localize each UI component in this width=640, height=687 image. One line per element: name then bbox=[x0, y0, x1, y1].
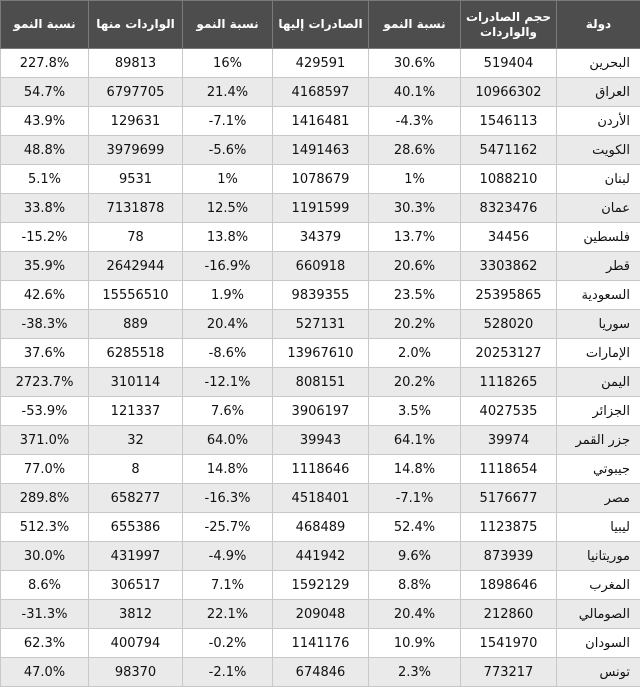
cell-country: الإمارات bbox=[557, 339, 640, 368]
cell-imports: 889 bbox=[89, 310, 183, 339]
cell-imports: 78 bbox=[89, 223, 183, 252]
cell-imports-growth: -31.3% bbox=[1, 600, 89, 629]
table-row bbox=[1, 223, 640, 252]
cell-imports-growth: 47.0% bbox=[1, 658, 89, 687]
cell-imports: 2642944 bbox=[89, 252, 183, 281]
cell-exports: 209048 bbox=[273, 600, 369, 629]
table-row bbox=[1, 339, 640, 368]
cell-total-growth: 10.9% bbox=[369, 629, 461, 658]
cell-country: المغرب bbox=[557, 571, 640, 600]
cell-total-volume: 1898646 bbox=[461, 571, 557, 600]
cell-exports-growth: 1.9% bbox=[183, 281, 273, 310]
header-imports-growth: نسبة النمو bbox=[1, 1, 89, 49]
cell-imports-growth: 371.0% bbox=[1, 426, 89, 455]
cell-exports: 527131 bbox=[273, 310, 369, 339]
cell-total-volume: 1088210 bbox=[461, 165, 557, 194]
cell-imports-growth: 48.8% bbox=[1, 136, 89, 165]
cell-exports: 429591 bbox=[273, 49, 369, 78]
cell-imports: 310114 bbox=[89, 368, 183, 397]
cell-imports: 8 bbox=[89, 455, 183, 484]
cell-imports: 431997 bbox=[89, 542, 183, 571]
cell-exports-growth: 7.6% bbox=[183, 397, 273, 426]
cell-exports-growth: 22.1% bbox=[183, 600, 273, 629]
cell-total-volume: 5176677 bbox=[461, 484, 557, 513]
cell-exports: 13967610 bbox=[273, 339, 369, 368]
cell-total-growth: 3.5% bbox=[369, 397, 461, 426]
cell-imports-growth: 35.9% bbox=[1, 252, 89, 281]
cell-total-growth: 9.6% bbox=[369, 542, 461, 571]
cell-total-volume: 528020 bbox=[461, 310, 557, 339]
cell-imports: 7131878 bbox=[89, 194, 183, 223]
cell-total-volume: 1541970 bbox=[461, 629, 557, 658]
cell-imports: 98370 bbox=[89, 658, 183, 687]
cell-total-growth: -7.1% bbox=[369, 484, 461, 513]
cell-total-volume: 1118654 bbox=[461, 455, 557, 484]
table-row bbox=[1, 629, 640, 658]
cell-total-volume: 25395865 bbox=[461, 281, 557, 310]
header-country: دولة bbox=[557, 1, 640, 49]
cell-exports-growth: -7.1% bbox=[183, 107, 273, 136]
header-total-volume: حجم الصادرات والواردات bbox=[461, 1, 557, 49]
header-row bbox=[1, 1, 640, 49]
cell-exports-growth: 16% bbox=[183, 49, 273, 78]
cell-imports: 655386 bbox=[89, 513, 183, 542]
table-row bbox=[1, 542, 640, 571]
cell-country: العراق bbox=[557, 78, 640, 107]
cell-imports-growth: 33.8% bbox=[1, 194, 89, 223]
cell-total-growth: 30.3% bbox=[369, 194, 461, 223]
cell-exports: 1141176 bbox=[273, 629, 369, 658]
cell-total-volume: 873939 bbox=[461, 542, 557, 571]
table-row bbox=[1, 252, 640, 281]
cell-country: اليمن bbox=[557, 368, 640, 397]
cell-exports-growth: 64.0% bbox=[183, 426, 273, 455]
cell-country: قطر bbox=[557, 252, 640, 281]
table-row bbox=[1, 484, 640, 513]
cell-total-volume: 3303862 bbox=[461, 252, 557, 281]
cell-exports: 1078679 bbox=[273, 165, 369, 194]
cell-exports-growth: -2.1% bbox=[183, 658, 273, 687]
cell-imports-growth: 512.3% bbox=[1, 513, 89, 542]
cell-total-growth: 20.2% bbox=[369, 368, 461, 397]
cell-imports: 306517 bbox=[89, 571, 183, 600]
cell-total-volume: 1123875 bbox=[461, 513, 557, 542]
table-row bbox=[1, 426, 640, 455]
header-exports: الصادرات إليها bbox=[273, 1, 369, 49]
table-row bbox=[1, 658, 640, 687]
cell-exports-growth: 21.4% bbox=[183, 78, 273, 107]
cell-exports: 39943 bbox=[273, 426, 369, 455]
cell-total-growth: 2.3% bbox=[369, 658, 461, 687]
cell-exports-growth: 7.1% bbox=[183, 571, 273, 600]
cell-total-volume: 10966302 bbox=[461, 78, 557, 107]
cell-total-volume: 519404 bbox=[461, 49, 557, 78]
cell-total-growth: 20.2% bbox=[369, 310, 461, 339]
table-row bbox=[1, 165, 640, 194]
cell-country: لبنان bbox=[557, 165, 640, 194]
cell-exports: 441942 bbox=[273, 542, 369, 571]
cell-country: الأردن bbox=[557, 107, 640, 136]
cell-country: الجزائر bbox=[557, 397, 640, 426]
table-row bbox=[1, 136, 640, 165]
cell-total-volume: 1546113 bbox=[461, 107, 557, 136]
cell-imports: 129631 bbox=[89, 107, 183, 136]
cell-imports-growth: 42.6% bbox=[1, 281, 89, 310]
cell-exports-growth: -4.9% bbox=[183, 542, 273, 571]
table-row bbox=[1, 310, 640, 339]
table-row bbox=[1, 49, 640, 78]
cell-country: عمان bbox=[557, 194, 640, 223]
cell-total-growth: 8.8% bbox=[369, 571, 461, 600]
cell-imports: 121337 bbox=[89, 397, 183, 426]
cell-country: تونس bbox=[557, 658, 640, 687]
cell-imports: 9531 bbox=[89, 165, 183, 194]
cell-imports-growth: 30.0% bbox=[1, 542, 89, 571]
cell-total-volume: 4027535 bbox=[461, 397, 557, 426]
cell-exports-growth: 12.5% bbox=[183, 194, 273, 223]
cell-total-volume: 773217 bbox=[461, 658, 557, 687]
cell-imports-growth: 43.9% bbox=[1, 107, 89, 136]
table-row bbox=[1, 397, 640, 426]
cell-total-growth: 30.6% bbox=[369, 49, 461, 78]
cell-country: السودان bbox=[557, 629, 640, 658]
cell-country: ليبيا bbox=[557, 513, 640, 542]
cell-exports-growth: 1% bbox=[183, 165, 273, 194]
cell-exports: 3906197 bbox=[273, 397, 369, 426]
cell-total-growth: 23.5% bbox=[369, 281, 461, 310]
cell-imports: 89813 bbox=[89, 49, 183, 78]
cell-imports-growth: 227.8% bbox=[1, 49, 89, 78]
cell-imports: 658277 bbox=[89, 484, 183, 513]
cell-imports: 15556510 bbox=[89, 281, 183, 310]
cell-imports-growth: 62.3% bbox=[1, 629, 89, 658]
table-body bbox=[1, 49, 640, 687]
cell-country: جزر القمر bbox=[557, 426, 640, 455]
table-row bbox=[1, 107, 640, 136]
cell-exports-growth: -16.3% bbox=[183, 484, 273, 513]
header-total-growth: نسبة النمو bbox=[369, 1, 461, 49]
cell-exports: 4168597 bbox=[273, 78, 369, 107]
cell-total-growth: 64.1% bbox=[369, 426, 461, 455]
cell-country: مصر bbox=[557, 484, 640, 513]
header-exports-growth: نسبة النمو bbox=[183, 1, 273, 49]
cell-exports: 1191599 bbox=[273, 194, 369, 223]
cell-total-volume: 1118265 bbox=[461, 368, 557, 397]
cell-imports-growth: -53.9% bbox=[1, 397, 89, 426]
cell-imports: 6797705 bbox=[89, 78, 183, 107]
cell-exports: 808151 bbox=[273, 368, 369, 397]
cell-country: الكويت bbox=[557, 136, 640, 165]
cell-total-growth: 52.4% bbox=[369, 513, 461, 542]
cell-imports-growth: 54.7% bbox=[1, 78, 89, 107]
cell-total-volume: 8323476 bbox=[461, 194, 557, 223]
cell-country: جيبوتي bbox=[557, 455, 640, 484]
cell-exports-growth: -0.2% bbox=[183, 629, 273, 658]
cell-total-growth: 13.7% bbox=[369, 223, 461, 252]
cell-imports: 6285518 bbox=[89, 339, 183, 368]
table-row bbox=[1, 455, 640, 484]
cell-country: موريتانيا bbox=[557, 542, 640, 571]
cell-imports: 400794 bbox=[89, 629, 183, 658]
cell-total-growth: -4.3% bbox=[369, 107, 461, 136]
cell-country: فلسطين bbox=[557, 223, 640, 252]
header-imports: الواردات منها bbox=[89, 1, 183, 49]
cell-exports: 674846 bbox=[273, 658, 369, 687]
cell-exports: 1592129 bbox=[273, 571, 369, 600]
cell-exports-growth: 20.4% bbox=[183, 310, 273, 339]
cell-total-growth: 20.6% bbox=[369, 252, 461, 281]
table-row bbox=[1, 571, 640, 600]
cell-total-growth: 2.0% bbox=[369, 339, 461, 368]
cell-total-growth: 40.1% bbox=[369, 78, 461, 107]
cell-total-volume: 39974 bbox=[461, 426, 557, 455]
cell-exports: 34379 bbox=[273, 223, 369, 252]
cell-exports-growth: 14.8% bbox=[183, 455, 273, 484]
table-row bbox=[1, 194, 640, 223]
cell-imports-growth: -15.2% bbox=[1, 223, 89, 252]
cell-imports-growth: -38.3% bbox=[1, 310, 89, 339]
cell-exports: 1416481 bbox=[273, 107, 369, 136]
cell-imports: 32 bbox=[89, 426, 183, 455]
cell-total-growth: 20.4% bbox=[369, 600, 461, 629]
cell-country: البحرين bbox=[557, 49, 640, 78]
cell-total-growth: 1% bbox=[369, 165, 461, 194]
cell-country: سوريا bbox=[557, 310, 640, 339]
cell-total-volume: 34456 bbox=[461, 223, 557, 252]
cell-imports-growth: 37.6% bbox=[1, 339, 89, 368]
cell-total-volume: 20253127 bbox=[461, 339, 557, 368]
cell-imports-growth: 8.6% bbox=[1, 571, 89, 600]
table-row bbox=[1, 78, 640, 107]
cell-imports: 3812 bbox=[89, 600, 183, 629]
cell-total-volume: 212860 bbox=[461, 600, 557, 629]
table-row bbox=[1, 281, 640, 310]
cell-exports: 9839355 bbox=[273, 281, 369, 310]
cell-exports-growth: -8.6% bbox=[183, 339, 273, 368]
cell-exports: 1491463 bbox=[273, 136, 369, 165]
cell-imports-growth: 77.0% bbox=[1, 455, 89, 484]
cell-total-volume: 5471162 bbox=[461, 136, 557, 165]
cell-exports: 1118646 bbox=[273, 455, 369, 484]
cell-country: الصومالي bbox=[557, 600, 640, 629]
cell-imports: 3979699 bbox=[89, 136, 183, 165]
cell-exports: 468489 bbox=[273, 513, 369, 542]
cell-imports-growth: 289.8% bbox=[1, 484, 89, 513]
cell-exports: 4518401 bbox=[273, 484, 369, 513]
table-row bbox=[1, 368, 640, 397]
cell-imports-growth: 5.1% bbox=[1, 165, 89, 194]
table-row bbox=[1, 513, 640, 542]
cell-exports-growth: -5.6% bbox=[183, 136, 273, 165]
cell-total-growth: 14.8% bbox=[369, 455, 461, 484]
cell-exports-growth: -16.9% bbox=[183, 252, 273, 281]
cell-exports-growth: 13.8% bbox=[183, 223, 273, 252]
cell-imports-growth: 2723.7% bbox=[1, 368, 89, 397]
table-row bbox=[1, 600, 640, 629]
cell-exports: 660918 bbox=[273, 252, 369, 281]
cell-exports-growth: -12.1% bbox=[183, 368, 273, 397]
cell-total-growth: 28.6% bbox=[369, 136, 461, 165]
cell-country: السعودية bbox=[557, 281, 640, 310]
cell-exports-growth: -25.7% bbox=[183, 513, 273, 542]
